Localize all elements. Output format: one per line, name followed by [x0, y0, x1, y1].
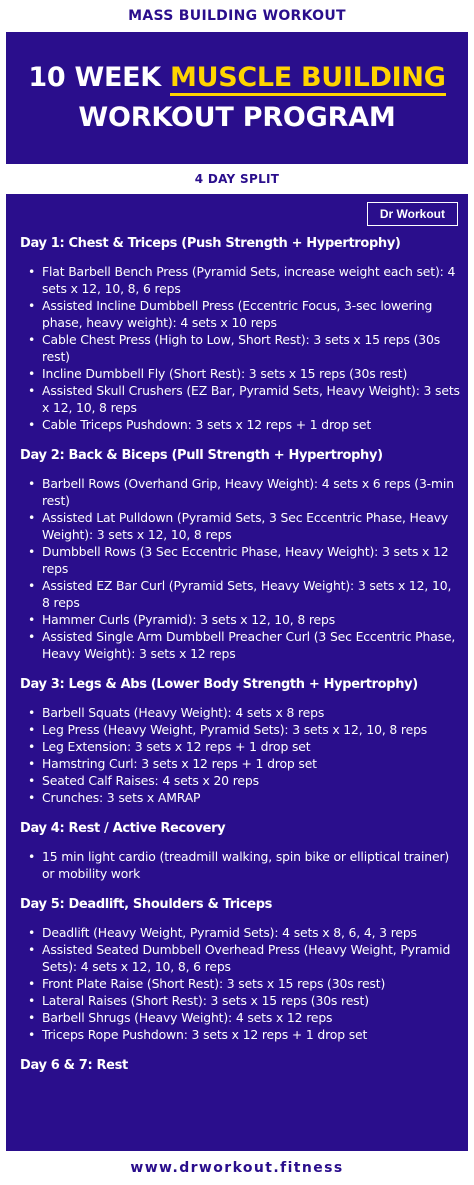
exercise-item: • Assisted Single Arm Dumbbell Preacher Curl (3 Sec Eccentric Phase, Heavy Weight): 3 sets x 12 reps	[20, 628, 460, 662]
day-section	[20, 236, 460, 433]
exercise-item: • Assisted Seated Dumbbell Overhead Press (Heavy Weight, Pyramid Sets): 4 sets x 12, 10, 8, 6 reps	[20, 941, 460, 975]
exercise-item: • Seated Calf Raises: 4 sets x 20 reps	[20, 772, 460, 789]
header-band	[6, 32, 468, 164]
day-heading: Day 2: Back & Biceps (Pull Strength + Hypertrophy)	[20, 448, 383, 463]
day-section	[20, 448, 460, 662]
exercise-item: • Hamstring Curl: 3 sets x 12 reps + 1 drop set	[20, 755, 460, 772]
exercise-item: • Incline Dumbbell Fly (Short Rest): 3 sets x 15 reps (30s rest)	[20, 365, 460, 382]
exercise-item: • Barbell Rows (Overhand Grip, Heavy Weight): 4 sets x 6 reps (3-min rest)	[20, 475, 460, 509]
exercise-item: • 15 min light cardio (treadmill walking, spin bike or elliptical trainer) or mobility work	[20, 848, 460, 882]
exercise-item: • Deadlift (Heavy Weight, Pyramid Sets): 4 sets x 8, 6, 4, 3 reps	[20, 924, 460, 941]
exercise-item: • Assisted Incline Dumbbell Press (Eccentric Focus, 3-sec lowering phase, heavy weight): 4 sets x 10 reps	[20, 297, 460, 331]
exercise-item: • Barbell Shrugs (Heavy Weight): 4 sets x 12 reps	[20, 1009, 460, 1026]
exercise-item: • Hammer Curls (Pyramid): 3 sets x 12, 10, 8 reps	[20, 611, 460, 628]
content-panel	[6, 194, 468, 1151]
exercise-item: • Assisted Lat Pulldown (Pyramid Sets, 3 Sec Eccentric Phase, Heavy Weight): 3 sets x 12, 10, 8 reps	[20, 509, 460, 543]
day-heading: Day 3: Legs & Abs (Lower Body Strength + Hypertrophy)	[20, 677, 418, 692]
day-section	[20, 1058, 460, 1074]
exercise-list	[20, 263, 460, 433]
brand-box: Dr Workout	[367, 202, 458, 226]
top-label: MASS BUILDING WORKOUT	[128, 8, 346, 24]
exercise-item: • Flat Barbell Bench Press (Pyramid Sets, increase weight each set): 4 sets x 12, 10, 8, 6 reps	[20, 263, 460, 297]
exercise-item: • Cable Triceps Pushdown: 3 sets x 12 reps + 1 drop set	[20, 416, 460, 433]
title-prefix: 10 WEEK	[28, 62, 170, 93]
exercise-list	[20, 848, 460, 882]
day-sections	[20, 236, 460, 1089]
exercise-item: • Triceps Rope Pushdown: 3 sets x 12 reps + 1 drop set	[20, 1026, 460, 1043]
day-heading: Day 4: Rest / Active Recovery	[20, 821, 226, 836]
title-highlight: MUSCLE BUILDING	[170, 62, 446, 96]
sub-label: 4 DAY SPLIT	[194, 172, 280, 186]
exercise-list	[20, 924, 460, 1043]
day-heading: Day 6 & 7: Rest	[20, 1058, 128, 1073]
day-heading: Day 1: Chest & Triceps (Push Strength + Hypertrophy)	[20, 236, 401, 251]
title-line-2: WORKOUT PROGRAM	[78, 102, 396, 133]
exercise-item: • Cable Chest Press (High to Low, Short Rest): 3 sets x 15 reps (30s rest)	[20, 331, 460, 365]
day-section	[20, 677, 460, 806]
day-heading: Day 5: Deadlift, Shoulders & Triceps	[20, 897, 273, 912]
exercise-item: • Leg Press (Heavy Weight, Pyramid Sets): 3 sets x 12, 10, 8 reps	[20, 721, 460, 738]
day-section	[20, 821, 460, 882]
exercise-item: • Assisted EZ Bar Curl (Pyramid Sets, Heavy Weight): 3 sets x 12, 10, 8 reps	[20, 577, 460, 611]
exercise-item: • Dumbbell Rows (3 Sec Eccentric Phase, Heavy Weight): 3 sets x 12 reps	[20, 543, 460, 577]
exercise-item: • Crunches: 3 sets x AMRAP	[20, 789, 460, 806]
title-line-1	[28, 60, 445, 96]
website-footer: www.drworkout.fitness	[130, 1160, 344, 1176]
exercise-item: • Lateral Raises (Short Rest): 3 sets x 15 reps (30s rest)	[20, 992, 460, 1009]
exercise-item: • Barbell Squats (Heavy Weight): 4 sets x 8 reps	[20, 704, 460, 721]
exercise-item: • Assisted Skull Crushers (EZ Bar, Pyramid Sets, Heavy Weight): 3 sets x 12, 10, 8 reps	[20, 382, 460, 416]
exercise-item: • Leg Extension: 3 sets x 12 reps + 1 drop set	[20, 738, 460, 755]
exercise-list	[20, 704, 460, 806]
day-section	[20, 897, 460, 1043]
exercise-item: • Front Plate Raise (Short Rest): 3 sets x 15 reps (30s rest)	[20, 975, 460, 992]
exercise-list	[20, 475, 460, 662]
